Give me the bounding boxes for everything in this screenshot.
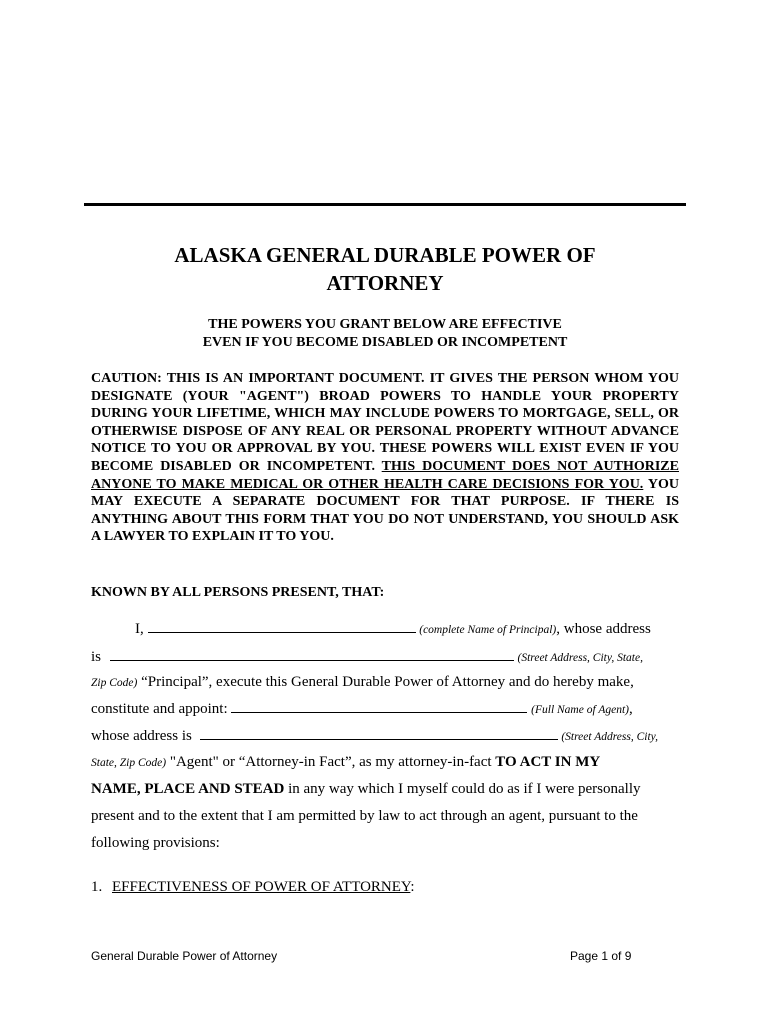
agent-address-field[interactable] (200, 726, 558, 740)
agent-designation-line (91, 752, 687, 773)
principal-declaration-text: “Principal”, execute this General Durable Power of Attorney and do hereby make, (137, 674, 634, 690)
to-act-text: TO ACT IN MY (495, 754, 601, 770)
principal-declaration-line (91, 672, 687, 693)
principal-name-field[interactable] (148, 619, 416, 633)
agent-name-field[interactable] (231, 699, 527, 713)
section-1-heading (91, 877, 687, 897)
whose-address-is-text: whose address is (91, 728, 192, 744)
known-heading: KNOWN BY ALL PERSONS PRESENT, THAT: (91, 585, 385, 600)
constitute-text: constitute and appoint: (91, 701, 228, 717)
i-prefix: I, (135, 621, 144, 637)
principal-name-hint: (complete Name of Principal) (419, 624, 557, 636)
section-1-title: EFFECTIVENESS OF POWER OF ATTORNEY (112, 879, 411, 895)
state-zip-hint: State, Zip Code) (91, 757, 167, 769)
agent-name-hint: (Full Name of Agent) (531, 704, 629, 716)
principal-line (91, 619, 687, 640)
any-way-text: in any way which I myself could do as if I were personally (284, 781, 641, 797)
following-line: following provisions: (91, 835, 220, 851)
agent-name-comma: , (628, 701, 633, 717)
is-text: is (91, 649, 102, 665)
caution-text-a: CAUTION: THIS IS AN IMPORTANT DOCUMENT. IT GIVES THE PERSON WHOM YOU DESIGNATE (YOUR "AGENT") BROAD POWERS TO HANDLE YOUR PROPERTY DURING YOUR LIFETIME, WHICH MAY INCLUDE POWERS TO MORTGAGE, SELL, OR OTHERWISE DISPOSE OF ANY REAL OR PERSONAL PROPERTY WITHOUT ADVANCE NOTICE TO YOU OR APPROVAL BY YOU. THESE POWERS WILL EXIST EVEN IF YOU BECOME DISABLED OR INCOMPETENT. (91, 371, 679, 474)
principal-address-field[interactable] (110, 647, 514, 661)
zip-hint: Zip Code) (91, 677, 138, 689)
agent-address-line (91, 726, 687, 747)
footer-left: General Durable Power of Attorney (91, 949, 278, 963)
section-1-number: 1. (91, 879, 103, 895)
present-line: present and to the extent that I am permitted by law to act through an agent, pursuant to the (91, 808, 638, 824)
document-title-line1: ALASKA GENERAL DURABLE POWER OF (174, 243, 596, 267)
agent-name-line (91, 699, 687, 720)
top-rule (84, 203, 686, 206)
street-hint-a: (Street Address, City, State, (517, 652, 643, 664)
subtitle-line1: THE POWERS YOU GRANT BELOW ARE EFFECTIVE (208, 317, 562, 332)
name-place-stead-line (91, 779, 687, 799)
footer-page-number: Page 1 of 9 (570, 949, 632, 963)
agent-designation-text: "Agent" or “Attorney-in Fact”, as my attorney-in-fact (166, 754, 496, 770)
subtitle-line2: EVEN IF YOU BECOME DISABLED OR INCOMPETENT (202, 335, 568, 350)
street-hint-b: (Street Address, City, (561, 731, 659, 743)
whose-address-text: , whose address (556, 621, 651, 637)
document-title-line2: ATTORNEY (326, 271, 444, 295)
name-place-stead-text: NAME, PLACE AND STEAD (91, 781, 285, 797)
principal-address-line (91, 647, 687, 668)
caution-paragraph (91, 370, 679, 546)
caution-text-b: YOU MAY EXECUTE A SEPARATE DOCUMENT FOR THAT PURPOSE. IF THERE IS ANYTHING ABOUT THIS FORM THAT YOU DO NOT UNDERSTAND, YOU SHOULD ASK A LAWYER TO EXPLAIN IT TO YOU. (91, 476, 679, 545)
caution-underlined-text: THIS DOCUMENT DOES NOT AUTHORIZE ANYONE TO MAKE MEDICAL OR OTHER HEALTH CARE DECISIONS FOR YOU. (91, 458, 679, 492)
section-1-colon: : (410, 879, 415, 895)
